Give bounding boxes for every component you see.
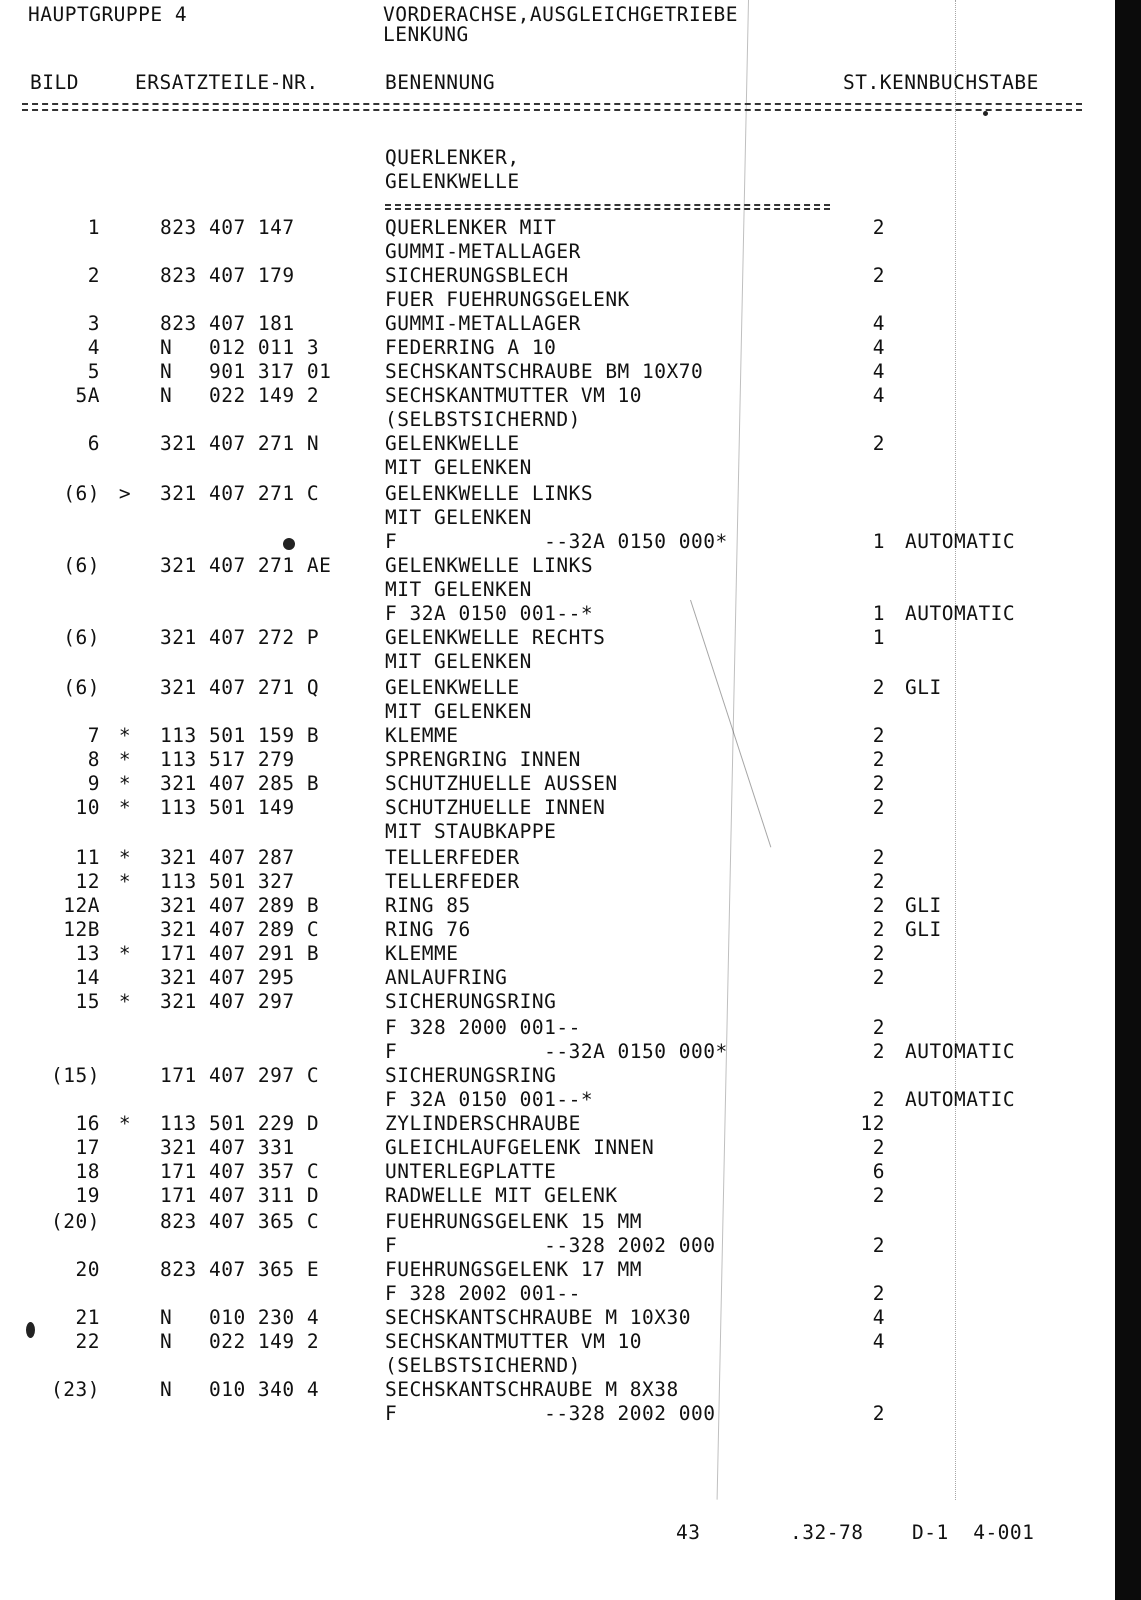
table-cell-quantity: 6 [872,1160,885,1183]
table-cell-kennbuchstabe: GLI [905,676,942,699]
table-row [0,482,1141,506]
table-row [0,1402,1141,1426]
table-cell-benennung: GELENKWELLE RECHTS [385,626,606,649]
table-row [0,724,1141,748]
table-cell-benennung: TELLERFEDER [385,846,520,869]
table-cell-part-number: 823 407 365 E [160,1258,320,1281]
table-cell-benennung: (SELBSTSICHERND) [385,408,581,431]
table-cell-marker: * [118,846,132,869]
table-cell-benennung: SECHSKANTSCHRAUBE M 8X38 [385,1378,679,1401]
table-cell-part-number: 113 501 327 [160,870,295,893]
group-title-line-2: LENKUNG [383,23,469,46]
table-cell-bild: (6) [63,554,100,577]
table-row [0,264,1141,288]
table-row [0,1184,1141,1208]
section-title-line-2: GELENKWELLE [385,170,520,193]
table-cell-bild: 11 [75,846,100,869]
table-cell-quantity: 2 [872,796,885,819]
table-cell-bild: 6 [87,432,100,455]
table-cell-benennung: MIT GELENKEN [385,578,532,601]
table-cell-marker: * [118,990,132,1013]
table-row [0,1282,1141,1306]
table-row [0,1354,1141,1378]
table-cell-benennung: F --328 2002 000 [385,1402,716,1425]
table-cell-kennbuchstabe: GLI [905,918,942,941]
table-cell-part-number: N 010 230 4 [160,1306,320,1329]
table-cell-bild: 5 [87,360,100,383]
header-rule [22,109,1082,111]
table-row [0,870,1141,894]
header-rule [22,103,1082,105]
table-cell-part-number: 321 407 287 [160,846,295,869]
table-row [0,216,1141,240]
table-cell-quantity: 2 [872,942,885,965]
table-cell-bild: 19 [75,1184,100,1207]
table-cell-bild: 1 [87,216,100,239]
table-cell-benennung: SICHERUNGSRING [385,990,557,1013]
table-cell-benennung: F 328 2002 001-- [385,1282,581,1305]
table-row [0,1234,1141,1258]
scan-speck [283,538,295,550]
table-cell-bild: 5A [75,384,100,407]
table-cell-benennung: KLEMME [385,724,459,747]
table-row [0,384,1141,408]
page-number: 43 [676,1521,701,1544]
table-row [0,1160,1141,1184]
table-cell-part-number: 823 407 179 [160,264,295,287]
table-row [0,312,1141,336]
table-cell-quantity: 2 [872,1184,885,1207]
table-cell-benennung: F 32A 0150 001--* [385,1088,594,1111]
table-cell-benennung: KLEMME [385,942,459,965]
column-header-benennung: BENENNUNG [385,71,496,94]
table-cell-part-number: 823 407 181 [160,312,295,335]
table-row [0,240,1141,264]
table-cell-quantity: 2 [872,1234,885,1257]
table-cell-kennbuchstabe: AUTOMATIC [905,530,1016,553]
table-cell-part-number: 321 407 297 [160,990,295,1013]
table-cell-bild: 10 [75,796,100,819]
table-cell-bild: 7 [87,724,100,747]
table-cell-benennung: SECHSKANTMUTTER VM 10 [385,1330,643,1353]
table-row [0,626,1141,650]
table-cell-part-number: N 901 317 01 [160,360,332,383]
table-cell-marker: * [118,796,132,819]
table-cell-benennung: RING 85 [385,894,471,917]
table-cell-benennung: GELENKWELLE LINKS [385,482,594,505]
table-cell-quantity: 2 [872,1016,885,1039]
table-cell-benennung: FUER FUEHRUNGSGELENK [385,288,630,311]
table-cell-bild: 2 [87,264,100,287]
table-cell-quantity: 1 [872,602,885,625]
table-row [0,820,1141,844]
table-cell-quantity: 2 [872,772,885,795]
table-row [0,918,1141,942]
table-row [0,966,1141,990]
table-cell-bild: (20) [51,1210,100,1233]
table-cell-quantity: 2 [872,870,885,893]
section-rule [385,204,830,206]
table-cell-part-number: 321 407 271 AE [160,554,332,577]
table-cell-part-number: 321 407 285 B [160,772,320,795]
table-cell-quantity: 4 [872,336,885,359]
table-cell-benennung: GUMMI-METALLAGER [385,312,581,335]
table-cell-benennung: F --32A 0150 000* [385,1040,728,1063]
table-row [0,700,1141,724]
table-cell-part-number: 321 407 272 P [160,626,320,649]
table-cell-quantity: 2 [872,264,885,287]
table-cell-bild: (15) [51,1064,100,1087]
table-cell-quantity: 2 [872,432,885,455]
table-cell-benennung: RADWELLE MIT GELENK [385,1184,618,1207]
table-cell-marker: > [118,482,132,505]
table-cell-benennung: FUEHRUNGSGELENK 17 MM [385,1258,643,1281]
section-rule [385,208,830,210]
table-cell-part-number: 321 407 295 [160,966,295,989]
table-cell-bild: 16 [75,1112,100,1135]
table-cell-part-number: N 022 149 2 [160,1330,320,1353]
table-cell-benennung: QUERLENKER MIT [385,216,557,239]
table-cell-marker: * [118,724,132,747]
table-cell-quantity: 2 [872,216,885,239]
table-cell-benennung: SPRENGRING INNEN [385,748,581,771]
table-cell-part-number: 321 407 331 [160,1136,295,1159]
table-cell-quantity: 12 [860,1112,885,1135]
table-cell-part-number: 321 407 271 C [160,482,320,505]
table-cell-kennbuchstabe: AUTOMATIC [905,1088,1016,1111]
table-cell-bild: 3 [87,312,100,335]
table-cell-part-number: 321 407 271 N [160,432,320,455]
table-row [0,408,1141,432]
table-cell-bild: 22 [75,1330,100,1353]
table-cell-benennung: F 328 2000 001-- [385,1016,581,1039]
table-row [0,676,1141,700]
table-row [0,942,1141,966]
table-cell-part-number: 113 501 159 B [160,724,320,747]
table-cell-quantity: 2 [872,894,885,917]
table-cell-quantity: 4 [872,312,885,335]
table-cell-bild: 15 [75,990,100,1013]
table-cell-benennung: GELENKWELLE LINKS [385,554,594,577]
table-row [0,748,1141,772]
table-cell-bild: (6) [63,482,100,505]
table-row [0,506,1141,530]
table-cell-kennbuchstabe: GLI [905,894,942,917]
table-cell-benennung: MIT GELENKEN [385,700,532,723]
table-cell-bild: 8 [87,748,100,771]
table-cell-part-number: 321 407 289 B [160,894,320,917]
table-cell-benennung: FEDERRING A 10 [385,336,557,359]
table-cell-bild: (23) [51,1378,100,1401]
table-cell-benennung: F 32A 0150 001--* [385,602,594,625]
table-cell-quantity: 2 [872,1088,885,1111]
table-cell-part-number: 171 407 291 B [160,942,320,965]
table-cell-bild: 17 [75,1136,100,1159]
table-cell-benennung: GLEICHLAUFGELENK INNEN [385,1136,655,1159]
table-cell-benennung: SECHSKANTSCHRAUBE M 10X30 [385,1306,691,1329]
table-cell-benennung: FUEHRUNGSGELENK 15 MM [385,1210,643,1233]
table-cell-quantity: 4 [872,1330,885,1353]
table-row [0,360,1141,384]
table-row [0,846,1141,870]
table-cell-benennung: GELENKWELLE [385,432,520,455]
table-row [0,456,1141,480]
table-cell-benennung: SCHUTZHUELLE AUSSEN [385,772,618,795]
table-cell-part-number: 113 501 149 [160,796,295,819]
main-group-label: HAUPTGRUPPE 4 [28,3,188,26]
table-row [0,336,1141,360]
table-row [0,530,1141,554]
table-cell-quantity: 2 [872,1040,885,1063]
scan-speck [983,111,988,116]
table-row [0,650,1141,674]
table-cell-benennung: F --32A 0150 000* [385,530,728,553]
table-row [0,894,1141,918]
table-cell-bild: 20 [75,1258,100,1281]
table-cell-bild: 12B [63,918,100,941]
table-cell-part-number: 823 407 147 [160,216,295,239]
table-cell-quantity: 1 [872,626,885,649]
table-cell-bild: (6) [63,626,100,649]
table-cell-part-number: 321 407 289 C [160,918,320,941]
table-cell-benennung: ZYLINDERSCHRAUBE [385,1112,581,1135]
table-row [0,1210,1141,1234]
table-row [0,990,1141,1014]
table-cell-bild: 12A [63,894,100,917]
table-cell-part-number: 823 407 365 C [160,1210,320,1233]
table-cell-benennung: MIT STAUBKAPPE [385,820,557,843]
table-cell-quantity: 2 [872,1136,885,1159]
table-row [0,1112,1141,1136]
table-cell-kennbuchstabe: AUTOMATIC [905,1040,1016,1063]
table-cell-bild: 12 [75,870,100,893]
table-cell-bild: 9 [87,772,100,795]
scan-speck [26,1322,35,1338]
table-cell-benennung: ANLAUFRING [385,966,508,989]
section-title-line-1: QUERLENKER, [385,146,520,169]
table-cell-bild: 14 [75,966,100,989]
table-cell-quantity: 2 [872,1282,885,1305]
column-header-ersatzteile-nr: ERSATZTEILE-NR. [135,71,319,94]
table-row [0,288,1141,312]
table-cell-quantity: 2 [872,918,885,941]
table-row [0,578,1141,602]
table-cell-marker: * [118,748,132,771]
table-row [0,554,1141,578]
table-cell-part-number: 113 501 229 D [160,1112,320,1135]
table-row [0,1040,1141,1064]
table-cell-quantity: 2 [872,724,885,747]
table-row [0,602,1141,626]
table-cell-quantity: 4 [872,1306,885,1329]
table-cell-benennung: RING 76 [385,918,471,941]
table-cell-bild: 13 [75,942,100,965]
table-cell-benennung: GUMMI-METALLAGER [385,240,581,263]
table-row [0,796,1141,820]
table-cell-bild: (6) [63,676,100,699]
table-cell-quantity: 2 [872,846,885,869]
table-row [0,1330,1141,1354]
table-cell-part-number: 171 407 297 C [160,1064,320,1087]
table-cell-benennung: MIT GELENKEN [385,456,532,479]
table-cell-benennung: MIT GELENKEN [385,506,532,529]
table-cell-benennung: MIT GELENKEN [385,650,532,673]
table-row [0,1378,1141,1402]
column-header-bild: BILD [30,71,79,94]
table-cell-benennung: SICHERUNGSRING [385,1064,557,1087]
table-cell-bild: 18 [75,1160,100,1183]
table-cell-quantity: 2 [872,1402,885,1425]
group-title-line-1: VORDERACHSE,AUSGLEICHGETRIEBE [383,3,738,26]
table-cell-part-number: N 022 149 2 [160,384,320,407]
table-cell-quantity: 2 [872,748,885,771]
table-cell-quantity: 4 [872,384,885,407]
table-cell-bild: 21 [75,1306,100,1329]
table-cell-benennung: SICHERUNGSBLECH [385,264,569,287]
table-cell-benennung: (SELBSTSICHERND) [385,1354,581,1377]
table-cell-benennung: UNTERLEGPLATTE [385,1160,557,1183]
table-cell-kennbuchstabe: AUTOMATIC [905,602,1016,625]
table-row [0,432,1141,456]
table-row [0,1088,1141,1112]
table-cell-benennung: TELLERFEDER [385,870,520,893]
catalog-code: D-1 4-001 [912,1521,1035,1544]
table-cell-quantity: 1 [872,530,885,553]
table-cell-part-number: 171 407 357 C [160,1160,320,1183]
table-cell-benennung: GELENKWELLE [385,676,520,699]
table-cell-benennung: SECHSKANTSCHRAUBE BM 10X70 [385,360,704,383]
table-row [0,1136,1141,1160]
table-cell-bild: 4 [87,336,100,359]
table-row [0,1016,1141,1040]
table-cell-quantity: 2 [872,966,885,989]
table-cell-quantity: 2 [872,676,885,699]
table-cell-marker: * [118,942,132,965]
table-cell-marker: * [118,870,132,893]
table-cell-part-number: 113 517 279 [160,748,295,771]
table-cell-benennung: SECHSKANTMUTTER VM 10 [385,384,643,407]
table-row [0,1306,1141,1330]
table-cell-marker: * [118,772,132,795]
table-cell-part-number: N 012 011 3 [160,336,320,359]
table-cell-part-number: 321 407 271 Q [160,676,320,699]
table-cell-part-number: 171 407 311 D [160,1184,320,1207]
print-date: .32-78 [790,1521,864,1544]
table-cell-quantity: 4 [872,360,885,383]
table-row [0,1258,1141,1282]
table-cell-benennung: F --328 2002 000 [385,1234,716,1257]
table-row [0,772,1141,796]
table-cell-marker: * [118,1112,132,1135]
table-row [0,1064,1141,1088]
column-header-st-kennbuchstabe: ST.KENNBUCHSTABE [843,71,1039,94]
table-cell-benennung: SCHUTZHUELLE INNEN [385,796,606,819]
table-cell-part-number: N 010 340 4 [160,1378,320,1401]
